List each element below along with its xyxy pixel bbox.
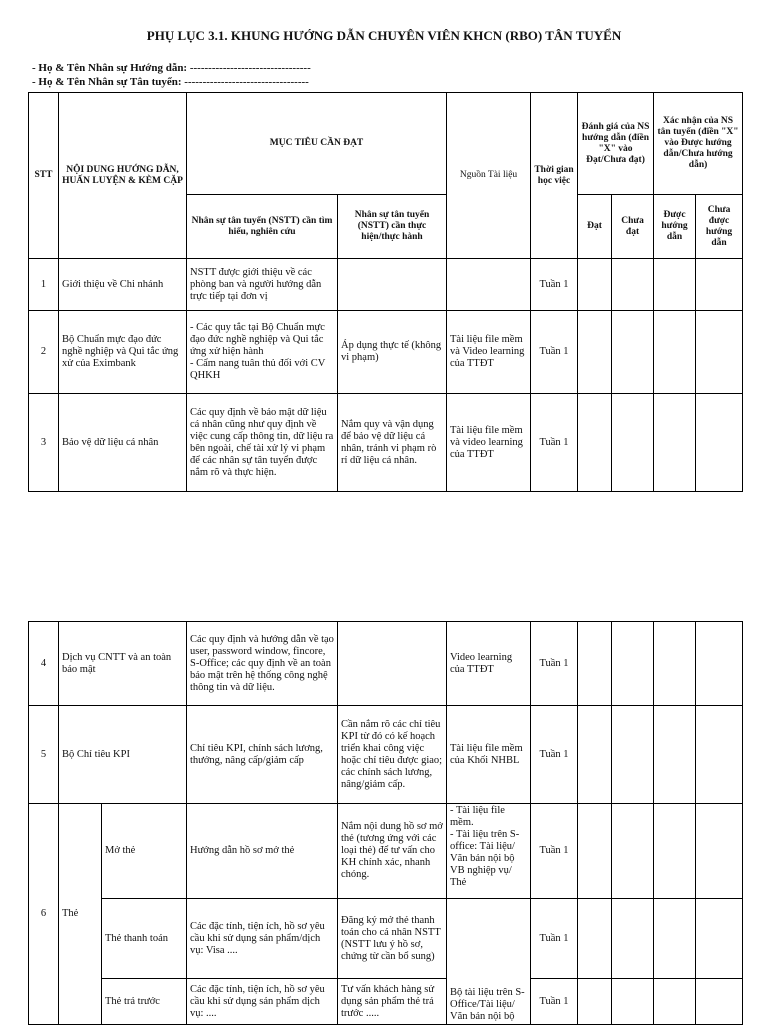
table-row bbox=[29, 259, 743, 311]
fail-cell[interactable] bbox=[612, 622, 654, 706]
row-practice bbox=[338, 622, 447, 706]
header-guided: Được hướng dẫn bbox=[654, 195, 696, 259]
guided-cell[interactable] bbox=[654, 804, 696, 899]
row-content: Bộ Chỉ tiêu KPI bbox=[59, 706, 187, 804]
row-stt: 5 bbox=[29, 706, 59, 804]
mentor-name-line: - Họ & Tên Nhân sự Hướng dẫn: --------------------------------- bbox=[32, 62, 311, 74]
guided-cell[interactable] bbox=[654, 899, 696, 979]
fail-cell[interactable] bbox=[612, 706, 654, 804]
row-content: Dịch vụ CNTT và an toàn bảo mật bbox=[59, 622, 187, 706]
header-pass: Đạt bbox=[578, 195, 612, 259]
row-source: Tài liệu file mềm và Video learning của TTĐT bbox=[447, 311, 531, 394]
pass-cell[interactable] bbox=[578, 706, 612, 804]
guided-cell[interactable] bbox=[654, 622, 696, 706]
pass-cell[interactable] bbox=[578, 259, 612, 311]
pass-cell[interactable] bbox=[578, 979, 612, 1025]
table-row bbox=[29, 394, 743, 492]
not-guided-cell[interactable] bbox=[696, 311, 743, 394]
row-stt: 3 bbox=[29, 394, 59, 492]
row-time: Tuần 1 bbox=[531, 899, 578, 979]
guided-cell[interactable] bbox=[654, 311, 696, 394]
row-learn: NSTT được giới thiệu về các phòng ban và người hướng dẫn trực tiếp tại đơn vị bbox=[187, 259, 338, 311]
row-learn: Các đặc tính, tiện ích, hồ sơ yêu cầu khi sử dụng sản phẩm dịch vụ: .... bbox=[187, 979, 338, 1025]
row-source bbox=[447, 259, 531, 311]
pass-cell[interactable] bbox=[578, 804, 612, 899]
fail-cell[interactable] bbox=[612, 804, 654, 899]
guidance-table-page-2 bbox=[28, 621, 743, 1025]
header-not-guided: Chưa được hướng dẫn bbox=[696, 195, 743, 259]
row-learn: Chỉ tiêu KPI, chính sách lương, thưởng, nâng cấp/giảm cấp bbox=[187, 706, 338, 804]
guided-cell[interactable] bbox=[654, 394, 696, 492]
row-practice: Áp dụng thực tế (không vi phạm) bbox=[338, 311, 447, 394]
page-title: PHỤ LỤC 3.1. KHUNG HƯỚNG DẪN CHUYÊN VIÊN KHCN (RBO) TÂN TUYỂN bbox=[146, 28, 622, 43]
row-source: Bộ tài liệu trên S-Office/Tài liệu/ Văn bản nội bộ bbox=[447, 899, 531, 1025]
guided-cell[interactable] bbox=[654, 706, 696, 804]
row-learn: Hướng dẫn hồ sơ mở thẻ bbox=[187, 804, 338, 899]
row-source: Tài liệu file mềm và video learning của TTĐT bbox=[447, 394, 531, 492]
row-stt: 6 bbox=[29, 804, 59, 1025]
row-practice bbox=[338, 259, 447, 311]
guided-cell[interactable] bbox=[654, 259, 696, 311]
row-sub-name: Thẻ trả trước bbox=[102, 979, 187, 1025]
header-objective-learn: Nhân sự tân tuyển (NSTT) cần tìm hiểu, nghiên cứu bbox=[187, 195, 338, 259]
row-stt: 2 bbox=[29, 311, 59, 394]
table-row bbox=[29, 979, 743, 1025]
row-stt: 1 bbox=[29, 259, 59, 311]
row-time: Tuần 1 bbox=[531, 259, 578, 311]
guided-cell[interactable] bbox=[654, 979, 696, 1025]
row-source: Tài liệu file mềm của Khối NHBL bbox=[447, 706, 531, 804]
pass-cell[interactable] bbox=[578, 394, 612, 492]
row-stt: 4 bbox=[29, 622, 59, 706]
pass-cell[interactable] bbox=[578, 899, 612, 979]
row-sub-name: Thẻ thanh toán bbox=[102, 899, 187, 979]
row-time: Tuần 1 bbox=[531, 311, 578, 394]
header-evaluation: Đánh giá của NS hướng dẫn (điền "X" vào Đạt/Chưa đạt) bbox=[578, 93, 654, 195]
row-practice: Tư vấn khách hàng sử dụng sản phẩm thẻ trả trước ..... bbox=[338, 979, 447, 1025]
not-guided-cell[interactable] bbox=[696, 394, 743, 492]
row-practice: Nắm quy và vận dụng để bảo vệ dữ liệu cá nhân, tránh vi phạm rò rỉ dữ liệu cá nhân. bbox=[338, 394, 447, 492]
fail-cell[interactable] bbox=[612, 979, 654, 1025]
header-source: Nguồn Tài liệu bbox=[447, 93, 531, 259]
row-practice: Đăng ký mở thẻ thanh toán cho cá nhân NSTT (NSTT lưu ý hồ sơ, chứng từ cần bổ sung) bbox=[338, 899, 447, 979]
row-source: Video learning của TTĐT bbox=[447, 622, 531, 706]
row-time: Tuần 1 bbox=[531, 804, 578, 899]
pass-cell[interactable] bbox=[578, 311, 612, 394]
row-content: Bảo vệ dữ liệu cá nhân bbox=[59, 394, 187, 492]
row-time: Tuần 1 bbox=[531, 394, 578, 492]
table-row bbox=[29, 622, 743, 706]
not-guided-cell[interactable] bbox=[696, 979, 743, 1025]
header-stt: STT bbox=[29, 93, 59, 259]
row-sub-name: Mở thẻ bbox=[102, 804, 187, 899]
fail-cell[interactable] bbox=[612, 899, 654, 979]
guidance-table-page-1 bbox=[28, 92, 743, 492]
table-row bbox=[29, 899, 743, 979]
row-learn: Các đặc tính, tiện ích, hồ sơ yêu cầu khi sử dụng sản phẩm/dịch vụ: Visa .... bbox=[187, 899, 338, 979]
row-learn: Các quy định và hướng dẫn về tạo user, password window, fincore, S-Office; các quy định về an toàn bảo mật trên hệ thống công nghệ thông tin và dữ liệu. bbox=[187, 622, 338, 706]
row-learn: Các quy định về bảo mật dữ liệu cá nhân cũng như quy định về việc cung cấp thông tin, dữ liệu ra bên ngoài, chế tài xử lý vi phạm để các nhân sự tân tuyển được nắm rõ và thực hiện. bbox=[187, 394, 338, 492]
row-group: Thẻ bbox=[59, 804, 102, 1025]
newhire-name-line: - Họ & Tên Nhân sự Tân tuyển: ---------------------------------- bbox=[32, 76, 309, 88]
not-guided-cell[interactable] bbox=[696, 899, 743, 979]
header-objective-practice: Nhân sự tân tuyển (NSTT) cần thực hiện/thực hành bbox=[338, 195, 447, 259]
row-time: Tuần 1 bbox=[531, 706, 578, 804]
header-objective: MỤC TIÊU CẦN ĐẠT bbox=[187, 93, 447, 195]
fail-cell[interactable] bbox=[612, 259, 654, 311]
not-guided-cell[interactable] bbox=[696, 622, 743, 706]
table-row bbox=[29, 706, 743, 804]
row-practice: Cần nắm rõ các chỉ tiêu KPI từ đó có kế hoạch triển khai công việc hoặc chỉ tiêu được giao; các chính sách lương, nâng/giảm cấp. bbox=[338, 706, 447, 804]
row-source: - Tài liệu file mềm. - Tài liệu trên S-office: Tài liệu/ Văn bản nội bộ VB nghiệp vụ/ Thẻ bbox=[447, 804, 531, 899]
fail-cell[interactable] bbox=[612, 394, 654, 492]
fail-cell[interactable] bbox=[612, 311, 654, 394]
not-guided-cell[interactable] bbox=[696, 804, 743, 899]
header-time: Thời gian học việc bbox=[531, 93, 578, 259]
row-time: Tuần 1 bbox=[531, 622, 578, 706]
table-row bbox=[29, 804, 743, 899]
pass-cell[interactable] bbox=[578, 622, 612, 706]
row-content: Bộ Chuẩn mực đạo đức nghề nghiệp và Qui tắc ứng xử của Eximbank bbox=[59, 311, 187, 394]
header-content: NỘI DUNG HƯỚNG DẪN, HUẤN LUYỆN & KÈM CẶP bbox=[59, 93, 187, 259]
row-learn: - Các quy tắc tại Bộ Chuẩn mực đạo đức nghề nghiệp và Qui tắc ứng xử hiện hành - Cẩm nang tuân thủ đối với CV QHKH bbox=[187, 311, 338, 394]
header-fail: Chưa đạt bbox=[612, 195, 654, 259]
table-row bbox=[29, 311, 743, 394]
row-content: Giới thiệu về Chi nhánh bbox=[59, 259, 187, 311]
not-guided-cell[interactable] bbox=[696, 706, 743, 804]
header-confirmation: Xác nhận của NS tân tuyển (điền "X" vào Được hướng dẫn/Chưa hướng dẫn) bbox=[654, 93, 743, 195]
row-time: Tuần 1 bbox=[531, 979, 578, 1025]
not-guided-cell[interactable] bbox=[696, 259, 743, 311]
row-practice: Nắm nội dung hồ sơ mở thẻ (tương ứng với các loại thẻ) để tư vấn cho KH chính xác, nhanh chóng. bbox=[338, 804, 447, 899]
